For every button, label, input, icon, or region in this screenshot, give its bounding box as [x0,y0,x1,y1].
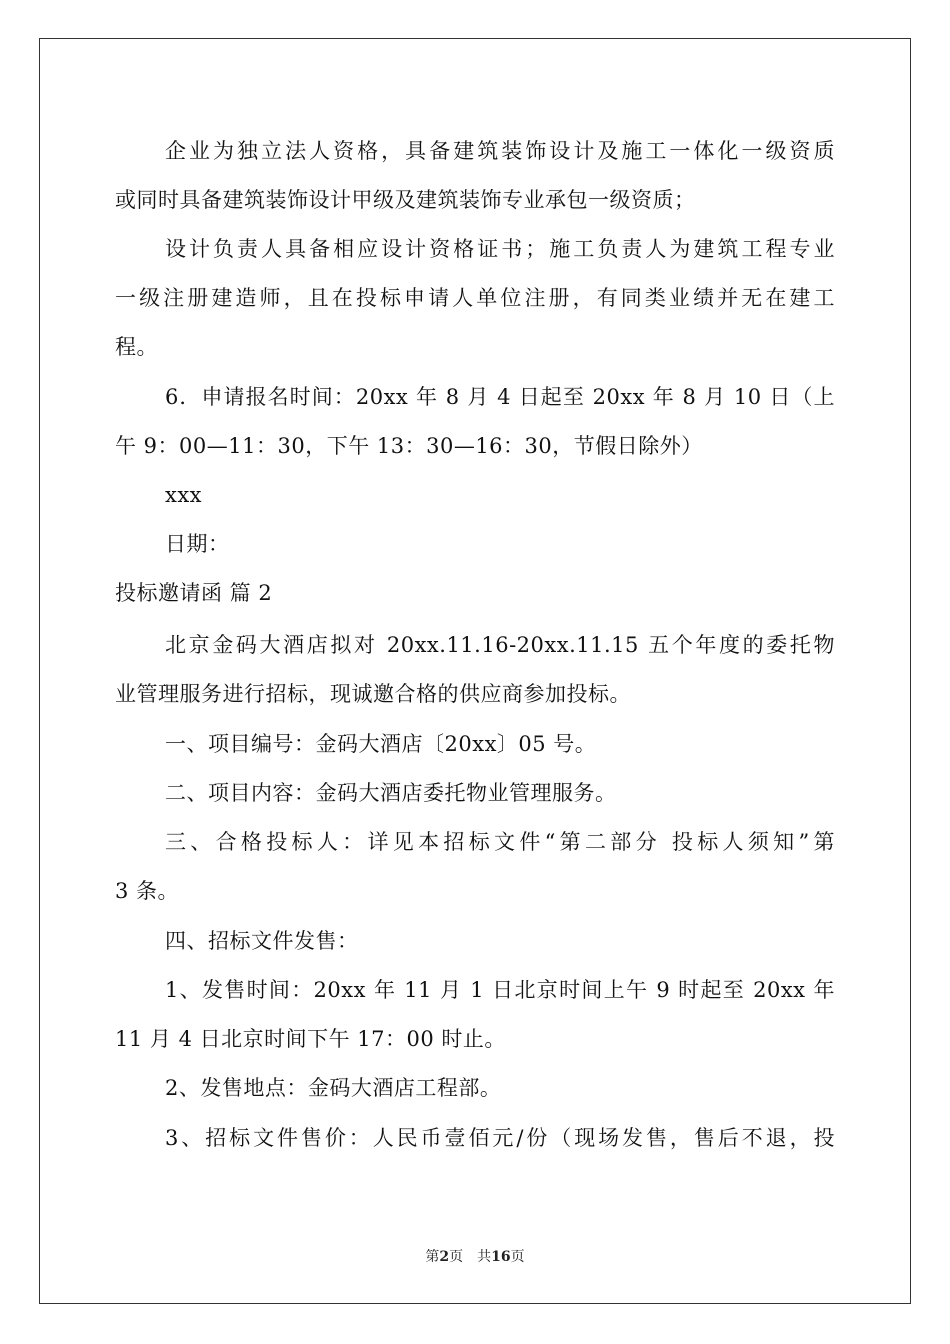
section-heading: 投标邀请函 篇 2 [115,581,273,605]
paragraph-line: 11 月 4 日北京时间下午 17：00 时止。 [115,1027,506,1051]
total-suffix: 页 [510,1249,525,1265]
total-pages: 16 [491,1249,511,1265]
page-number: 2 [439,1249,450,1265]
page-prefix: 第 [425,1249,440,1265]
paragraph-line: 程。 [115,335,158,359]
paragraph-line: 企业为独立法人资格，具备建筑装饰设计及施工一体化一级资质 [165,139,835,163]
total-prefix: 共 [477,1249,492,1265]
paragraph-line: 3 条。 [115,879,180,903]
paragraph-line: 三、合格投标人：详见本招标文件“第二部分 投标人须知”第 [165,830,835,854]
paragraph-line: 一、项目编号：金码大酒店〔20xx〕05 号。 [165,732,597,756]
paragraph-line: 2、发售地点：金码大酒店工程部。 [165,1076,502,1100]
paragraph-line: 设计负责人具备相应设计资格证书；施工负责人为建筑工程专业 [165,237,835,261]
paragraph-line: 日期： [165,532,230,556]
paragraph-line: 6．申请报名时间：20xx 年 8 月 4 日起至 20xx 年 8 月 10 日（上 [165,385,835,409]
page-border [39,38,911,1304]
paragraph-line: 3、招标文件售价：人民币壹佰元/份（现场发售，售后不退，投 [165,1126,835,1150]
paragraph-line: 二、项目内容：金码大酒店委托物业管理服务。 [165,781,617,805]
page-suffix: 页 [449,1249,464,1265]
paragraph-line: 午 9：00—11：30，下午 13：30—16：30，节假日除外） [115,434,703,458]
paragraph-line: 四、招标文件发售： [165,929,359,953]
paragraph-line: 北京金码大酒店拟对 20xx.11.16-20xx.11.15 五个年度的委托物 [165,633,835,657]
paragraph-line: xxx [165,483,203,507]
paragraph-line: 一级注册建造师，且在投标申请人单位注册，有同类业绩并无在建工 [115,286,835,310]
page-footer [0,1246,950,1266]
paragraph-line: 或同时具备建筑装饰设计甲级及建筑装饰专业承包一级资质； [115,188,696,212]
paragraph-line: 业管理服务进行招标，现诚邀合格的供应商参加投标。 [115,682,631,706]
paragraph-line: 1、发售时间：20xx 年 11 月 1 日北京时间上午 9 时起至 20xx 年 [165,978,835,1002]
